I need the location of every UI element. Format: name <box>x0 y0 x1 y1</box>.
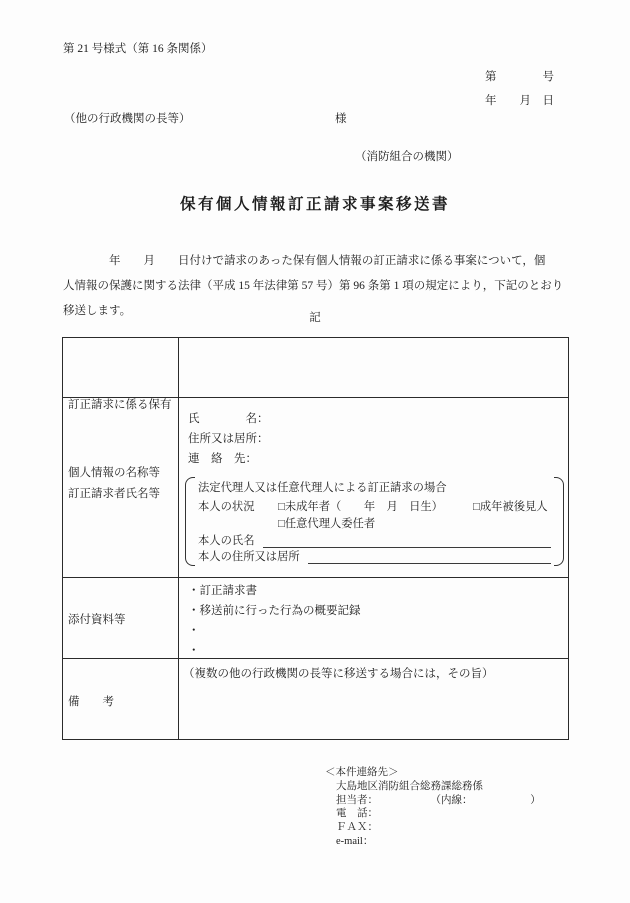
doc-number-line: 第 号 <box>485 71 554 83</box>
principal-name-underline <box>263 535 552 548</box>
principal-address-underline <box>308 551 551 564</box>
requester-contact-field: 連 絡 先： <box>188 453 257 465</box>
contact-tel: 電 話： <box>336 808 378 820</box>
attachment-item: ・ <box>188 625 200 637</box>
form-table <box>62 337 569 740</box>
voluntary-proxy-checkbox: □任意代理人委任者 <box>278 518 376 530</box>
row3-content-cell <box>179 578 568 658</box>
addressee-honorific: 様 <box>335 113 347 125</box>
contact-heading: ＜本件連絡先＞ <box>325 767 399 778</box>
row2-label: 訂正請求者氏名等 <box>68 488 160 500</box>
row2-label-cell <box>63 398 179 577</box>
record-heading: 記 <box>309 312 321 324</box>
contact-organization: 大島地区消防組合総務課総務係 <box>336 780 483 792</box>
row4-label: 備 考 <box>68 696 114 708</box>
row1-content-cell <box>179 338 568 397</box>
row3-label-cell <box>63 578 179 658</box>
row1-label: 訂正請求に係る保有 個人情報の名称等 <box>68 399 172 479</box>
attachment-item: ・ <box>188 645 200 657</box>
table-row-remarks <box>63 659 568 739</box>
principal-status-label: 本人の状況 <box>198 501 255 513</box>
form-number: 第 21 号様式（第 16 条関係） <box>63 43 213 55</box>
contact-email: e-mail： <box>336 835 374 847</box>
proxy-heading: 法定代理人又は任意代理人による訂正請求の場合 <box>198 482 447 494</box>
table-row-attachments <box>63 578 568 659</box>
principal-address-label: 本人の住所又は居所 <box>198 551 300 563</box>
row2-content-cell <box>179 398 568 577</box>
body-line: 年 月 日付けで請求のあった保有個人情報の訂正請求に係る事案について，個 <box>63 255 546 267</box>
proxy-bracket-section <box>185 477 564 566</box>
remarks-note: （複数の他の行政機関の長等に移送する場合には，その旨） <box>183 668 494 680</box>
principal-name-row <box>198 532 551 548</box>
row4-label-cell <box>63 659 179 739</box>
row1-label-cell <box>63 338 179 479</box>
contact-block <box>325 766 541 849</box>
issuer: （消防組合の機関） <box>355 151 459 163</box>
requester-address-field: 住所又は居所： <box>188 433 269 445</box>
body-line: 移送します。 <box>63 305 132 317</box>
contact-fax: ＦＡＸ： <box>336 822 378 834</box>
attachment-item: ・訂正請求書 <box>188 585 257 597</box>
contact-person-line: 担当者： （内線： ） <box>336 794 541 806</box>
requester-name-field: 氏 名： <box>188 413 269 425</box>
date-line: 年 月 日 <box>485 95 554 107</box>
row3-label: 添付資料等 <box>68 614 126 626</box>
principal-name-label: 本人の氏名 <box>198 535 255 547</box>
table-row-requester <box>63 398 568 578</box>
addressee: （他の行政機関の長等） <box>64 113 191 125</box>
attachment-item: ・移送前に行った行為の概要記録 <box>188 605 361 617</box>
page-title: 保有個人情報訂正請求事案移送書 <box>179 196 450 213</box>
minor-checkbox: □未成年者（ 年 月 日生） <box>278 501 443 513</box>
body-line: 人情報の保護に関する法律（平成 15 年法律第 57 号）第 96 条第 1 項の規定により，下記のとおり <box>63 280 564 292</box>
row4-content-cell <box>179 659 568 739</box>
adult-ward-checkbox: □成年被後見人 <box>473 501 548 513</box>
principal-address-row <box>198 548 551 564</box>
